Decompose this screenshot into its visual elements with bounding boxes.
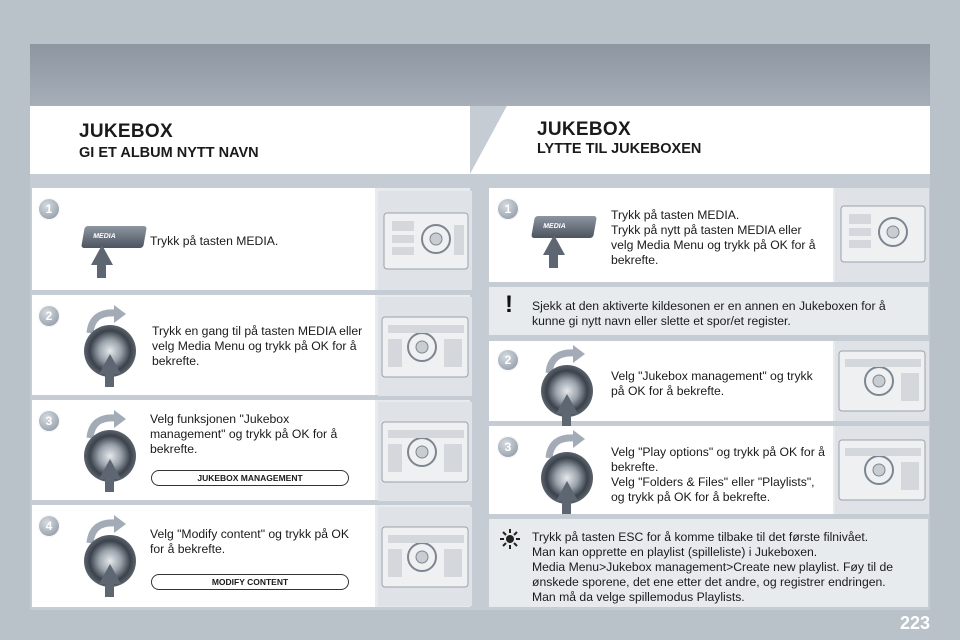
press-arrow-stem: [97, 264, 106, 278]
radio-unit-icon: [378, 402, 472, 501]
tip-text: Trykk på tasten ESC for å komme tilbake til det første filnivået. Man kan opprette en playlist (spilleliste) i Jukeboxen. Media Menu>Jukebox management>Create new playlist. Føy til de ønskede sporene, det ene etter det andre, og registrer endringen. Man må da velge spillemodus Playlists.: [532, 530, 894, 604]
jukebox-management-option[interactable]: JUKEBOX MANAGEMENT: [151, 470, 349, 486]
top-band: [30, 44, 930, 106]
radio-unit-icon: [378, 507, 472, 606]
press-arrow-stem: [105, 583, 114, 597]
press-arrow-stem: [562, 413, 571, 427]
press-arrow-stem: [105, 478, 114, 492]
radio-unit-icon: [835, 188, 929, 282]
step-badge: 3: [38, 410, 60, 432]
radio-unit-icon: [378, 191, 472, 290]
press-arrow-icon: [543, 235, 565, 255]
page-number: 223: [899, 613, 930, 633]
modify-content-option[interactable]: MODIFY CONTENT: [151, 574, 349, 590]
step-badge: 2: [38, 305, 60, 327]
left-step-3-text: Velg funksjonen "Jukebox management" og trykk på OK for å bekrefte.: [150, 412, 338, 456]
press-arrow-icon: [91, 245, 113, 265]
step-badge: 3: [497, 436, 519, 458]
step-badge: 4: [38, 515, 60, 537]
step-badge: 1: [497, 198, 519, 220]
radio-unit-icon: [835, 426, 929, 514]
step-badge: 1: [38, 198, 60, 220]
tip-sun-icon: [500, 529, 520, 549]
press-arrow-icon: [556, 394, 578, 414]
left-subtitle: GI ET ALBUM NYTT NAVN: [79, 145, 259, 161]
left-step-4-text: Velg "Modify content" og trykk på OK for å bekrefte.: [150, 527, 350, 556]
press-arrow-stem: [105, 373, 114, 387]
radio-unit-icon: [378, 297, 472, 396]
right-title: JUKEBOX: [537, 119, 631, 140]
press-arrow-icon: [99, 354, 121, 374]
press-arrow-icon: [556, 481, 578, 501]
press-arrow-icon: [99, 564, 121, 584]
left-step-1-text: Trykk på tasten MEDIA.: [150, 234, 279, 248]
warning-text: Sjekk at den aktiverte kildesonen er en annen en Jukeboxen for å kunne gi nytt navn eller slette et spor/et register.: [532, 299, 886, 328]
press-arrow-stem: [549, 254, 558, 268]
press-arrow-icon: [99, 459, 121, 479]
left-title: JUKEBOX: [79, 121, 173, 142]
warning-icon: !: [505, 291, 513, 318]
media-button[interactable]: MEDIA: [81, 226, 147, 248]
right-subtitle: LYTTE TIL JUKEBOXEN: [537, 141, 702, 157]
press-arrow-stem: [562, 500, 571, 514]
right-step-3-text: Velg "Play options" og trykk på OK for å bekrefte. Velg "Folders & Files" eller "Playlists", og trykk på OK for å bekrefte.: [611, 445, 825, 504]
radio-unit-icon: [835, 341, 929, 421]
right-step-1-text: Trykk på tasten MEDIA. Trykk på nytt på tasten MEDIA eller velg Media Menu og trykk på OK for å bekrefte.: [611, 208, 816, 267]
step-badge: 2: [497, 349, 519, 371]
media-button[interactable]: MEDIA: [531, 216, 597, 238]
left-step-2-text: Trykk en gang til på tasten MEDIA eller velg Media Menu og trykk på OK for å bekrefte.: [152, 324, 363, 368]
right-step-2-text: Velg "Jukebox management" og trykk på OK for å bekrefte.: [611, 369, 813, 398]
